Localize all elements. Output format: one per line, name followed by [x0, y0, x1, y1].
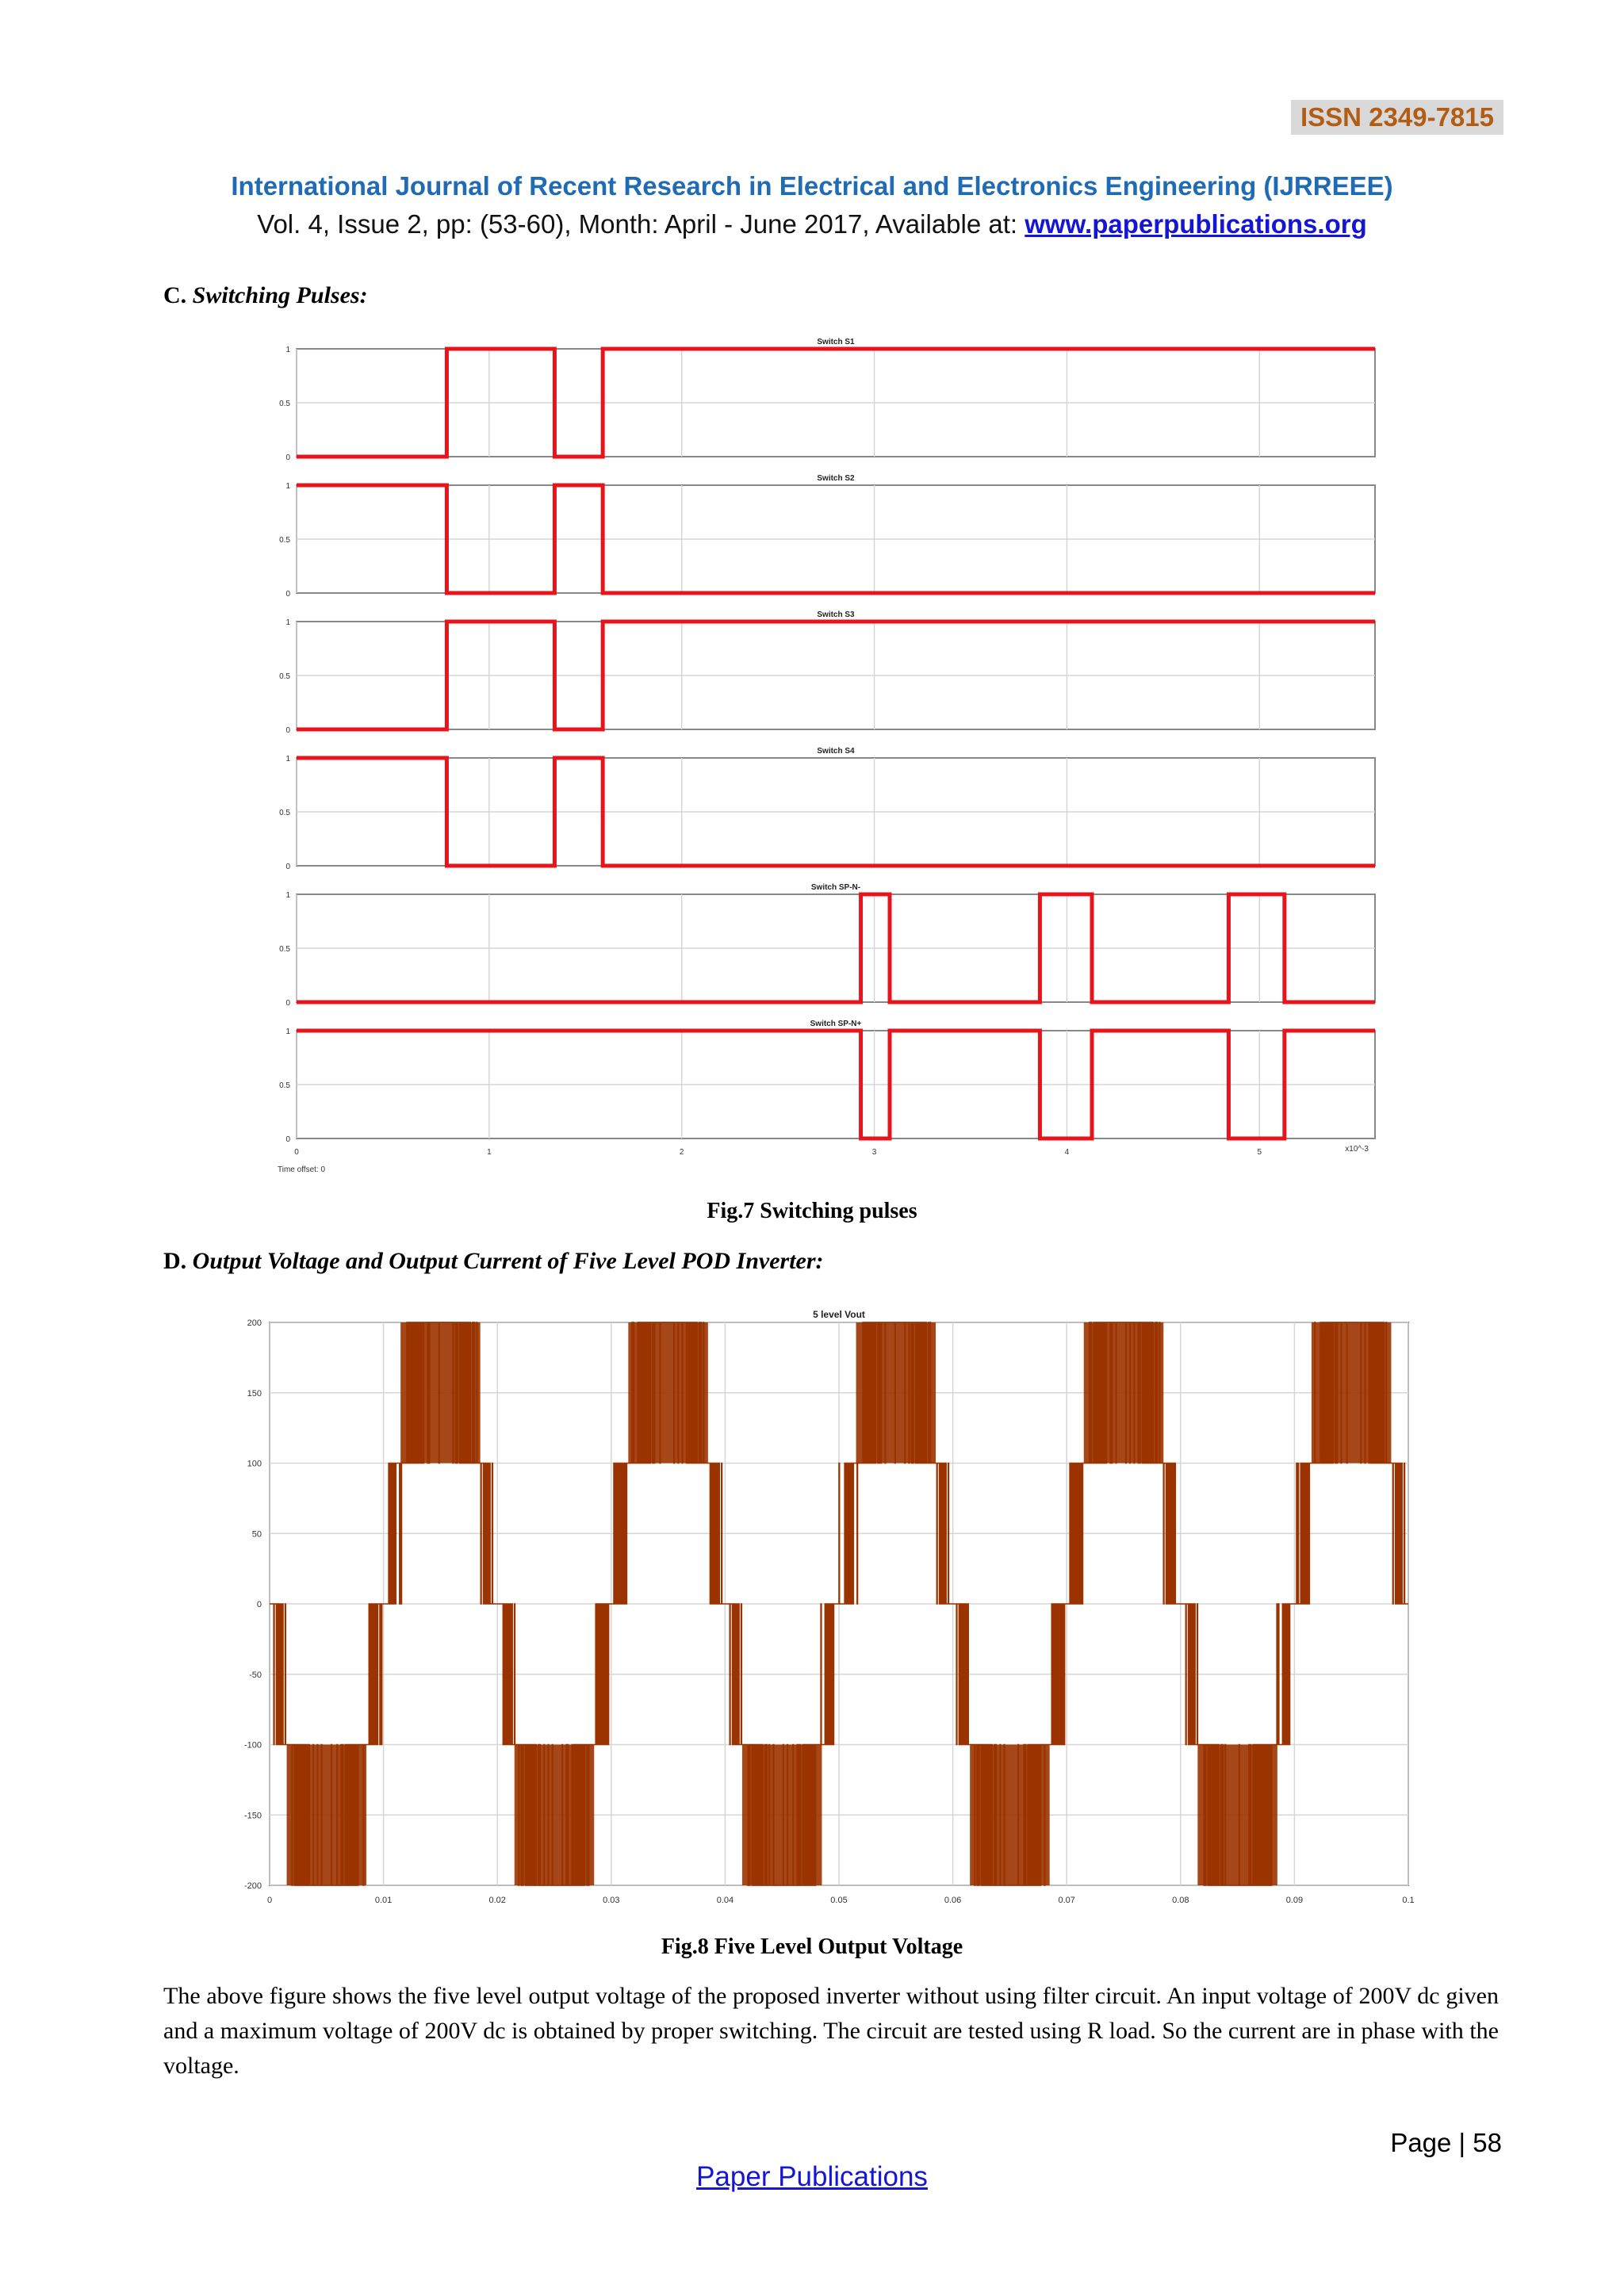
volume-line: [0, 209, 1624, 239]
body-paragraph: The above figure shows the five level output voltage of the proposed inverter without using filter circuit. An input voltage of 200V dc given and a maximum voltage of 200V dc is obtained by proper switching. The circuit are tested using R load. So the current are in phase with the voltage.: [163, 1983, 1499, 2079]
switching-pulses-figure: [0, 325, 1624, 1205]
vout-pwm-band: [856, 1322, 936, 1464]
vout-title: 5 level Vout: [813, 1309, 865, 1320]
vout-y-tick-label: 50: [251, 1529, 262, 1540]
vout-x-tick-label: 0.02: [488, 1896, 506, 1905]
pulse-y-tick-label: 1: [285, 346, 290, 354]
section-c-heading: [163, 282, 368, 309]
pulse-y-tick-label: 1: [285, 482, 290, 491]
vout-x-tick-label: 0.07: [1058, 1896, 1075, 1905]
vout-x-tick-label: 0.06: [944, 1896, 962, 1905]
page-number: Page | 58: [1390, 2128, 1502, 2157]
vout-pwm-band: [1312, 1322, 1392, 1464]
section-c-label: C.: [163, 282, 187, 308]
pulse-y-tick-label: 1: [285, 755, 290, 763]
pulse-y-tick-label: 0: [285, 726, 290, 735]
vout-x-tick-label: 0.1: [1402, 1896, 1415, 1905]
vout-y-tick-label: 150: [247, 1388, 262, 1399]
pulse-series-title: Switch SP-N+: [810, 1020, 862, 1028]
pulse-y-tick-label: 0: [285, 1135, 290, 1144]
volume-text: Vol. 4, Issue 2, pp: (53-60), Month: April - June 2017, Available at:: [257, 209, 1025, 239]
website-link[interactable]: www.paperpublications.org: [1025, 209, 1367, 239]
pulse-y-tick-label: 0.5: [279, 536, 290, 545]
vout-x-tick-label: 0.03: [603, 1896, 620, 1905]
pulse-y-tick-label: 0.5: [279, 809, 290, 817]
vout-x-tick-label: 0.08: [1172, 1896, 1189, 1905]
fig7-caption: Fig.7 Switching pulses: [707, 1199, 917, 1223]
pulse-x-tick-label: 0: [294, 1148, 299, 1157]
pulse-x-tick-label: 1: [487, 1148, 492, 1157]
journal-title: International Journal of Recent Research in Electrical and Electronics Engineering (IJRREEE): [231, 171, 1393, 201]
section-d-label: D.: [163, 1248, 187, 1274]
footer-link[interactable]: Paper Publications: [696, 2161, 928, 2192]
vout-y-tick-label: 200: [247, 1318, 262, 1328]
pulse-y-tick-label: 0.5: [279, 1081, 290, 1090]
pulse-x-tick-label: 5: [1257, 1148, 1262, 1157]
pulse-series-title: Switch S4: [817, 747, 855, 756]
vout-x-tick-label: 0.04: [716, 1896, 734, 1905]
vout-x-tick-label: 0.01: [374, 1896, 393, 1905]
vout-pwm-band: [400, 1322, 481, 1464]
vout-pwm-band: [1084, 1322, 1164, 1464]
vout-pwm-band: [515, 1745, 595, 1886]
issn-badge: ISSN 2349-7815: [1291, 100, 1503, 135]
pulse-series-title: Switch S2: [817, 474, 855, 483]
pulse-x-tick-label: 2: [679, 1148, 684, 1157]
vout-x-tick-label: 0.09: [1285, 1896, 1304, 1905]
vout-y-tick-label: -150: [243, 1811, 262, 1821]
pulse-y-tick-label: 1: [285, 618, 290, 627]
pulse-y-tick-label: 0.5: [279, 945, 290, 954]
five-level-vout-figure: [0, 1292, 1624, 1911]
vout-pwm-band: [742, 1745, 822, 1886]
pulse-y-tick-label: 1: [285, 1027, 290, 1036]
vout-x-tick-label: 0: [266, 1896, 273, 1905]
pulse-x-multiplier: x10^-3: [1345, 1145, 1369, 1154]
pulse-series-title: Switch S3: [817, 610, 855, 619]
vout-pwm-band: [1197, 1745, 1277, 1886]
fig8-caption: Fig.8 Five Level Output Voltage: [661, 1934, 963, 1959]
vout-y-tick-label: -100: [243, 1740, 262, 1751]
pulse-y-tick-label: 1: [285, 891, 290, 900]
pulse-y-tick-label: 0.5: [279, 400, 290, 408]
section-d-title: Output Voltage and Output Current of Five Level POD Inverter:: [192, 1248, 824, 1274]
pulse-y-tick-label: 0: [285, 453, 290, 462]
pulse-time-offset: Time offset: 0: [278, 1165, 326, 1174]
vout-y-tick-label: 0: [256, 1600, 262, 1609]
pulse-series-title: Switch S1: [817, 338, 855, 346]
pulse-y-tick-label: 0: [285, 999, 290, 1008]
pulse-x-tick-label: 3: [871, 1148, 877, 1157]
section-c-title: Switching Pulses:: [192, 282, 368, 308]
pulse-y-tick-label: 0: [285, 590, 290, 599]
pulse-y-tick-label: 0: [285, 863, 290, 871]
pulse-x-tick-label: 4: [1064, 1148, 1070, 1157]
vout-x-tick-label: 0.05: [830, 1896, 848, 1905]
section-d-heading: [163, 1248, 824, 1275]
vout-pwm-band: [970, 1745, 1050, 1886]
vout-pwm-band: [287, 1745, 367, 1886]
pulse-series-title: Switch SP-N-: [810, 883, 861, 892]
vout-y-tick-label: 100: [247, 1459, 262, 1469]
vout-pwm-band: [628, 1322, 708, 1464]
vout-y-tick-label: -50: [249, 1670, 262, 1680]
pulse-y-tick-label: 0.5: [279, 672, 290, 681]
vout-y-tick-label: -200: [243, 1881, 262, 1891]
